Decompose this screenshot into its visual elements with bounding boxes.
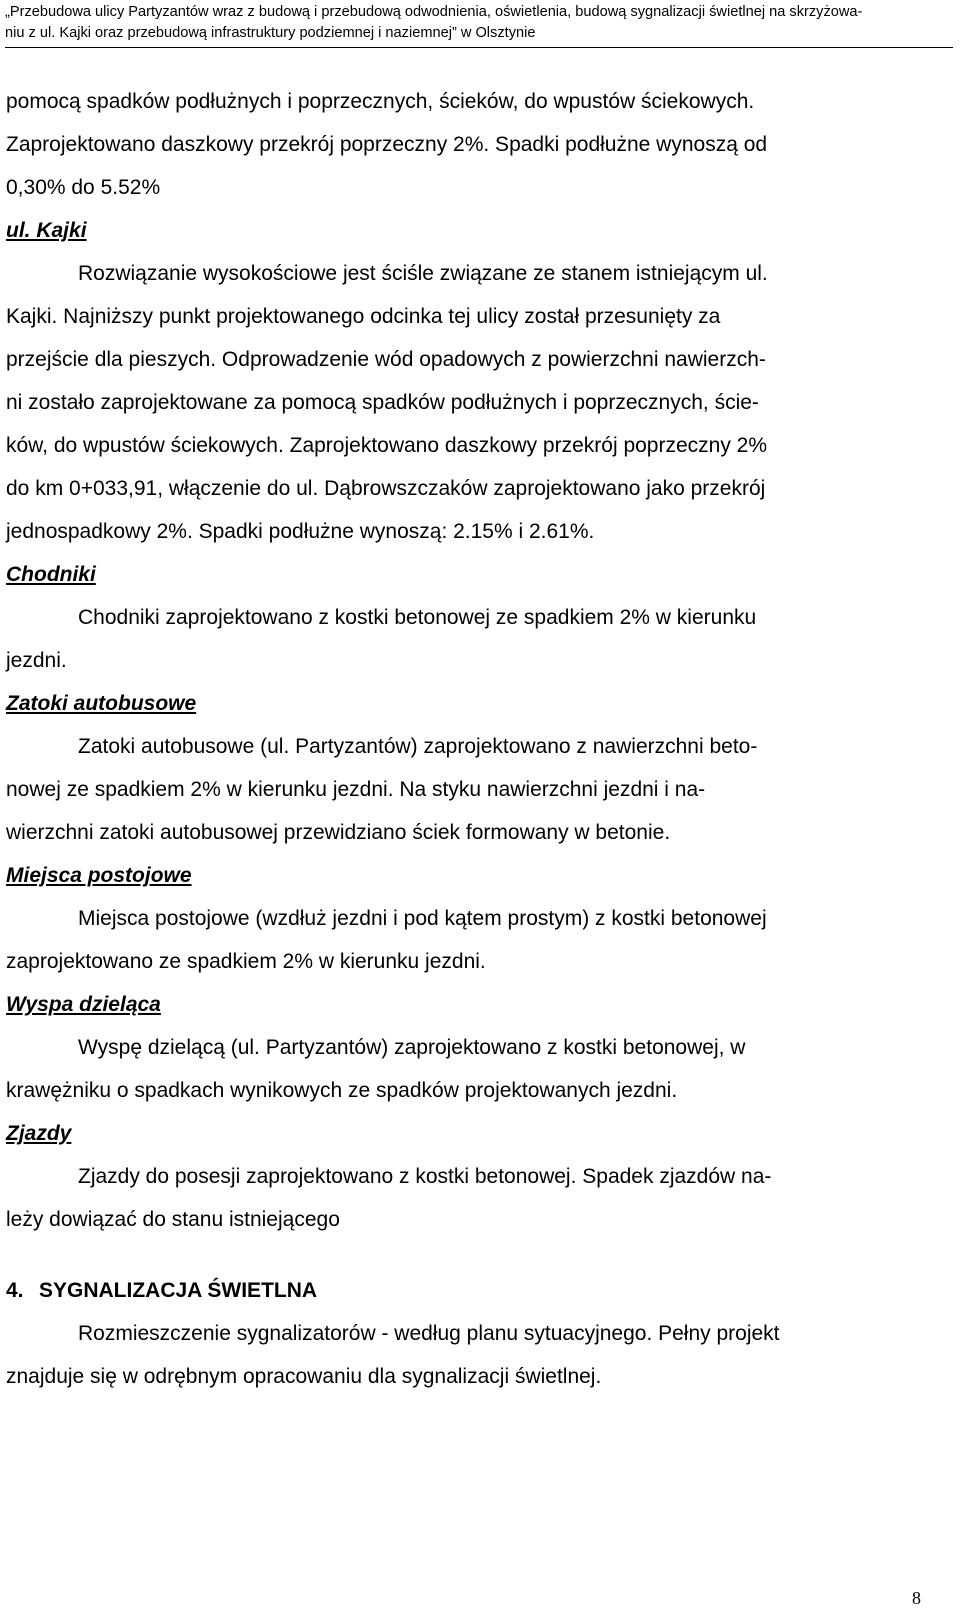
body-line: 0,30% do 5.52% bbox=[6, 176, 161, 199]
body-line: Wyspę dzielącą (ul. Partyzantów) zaprojektowano z kostki betonowej, w bbox=[78, 1036, 746, 1059]
body-line: leży dowiązać do stanu istniejącego bbox=[6, 1208, 340, 1231]
body-line: Miejsca postojowe (wzdłuż jezdni i pod kątem prostym) z kostki betonowej bbox=[78, 907, 767, 930]
body-line: nowej ze spadkiem 2% w kierunku jezdni. Na styku nawierzchni jezdni i na- bbox=[6, 778, 706, 801]
body-line: ków, do wpustów ściekowych. Zaprojektowano daszkowy przekrój poprzeczny 2% bbox=[6, 434, 768, 457]
header-line-1: „Przebudowa ulicy Partyzantów wraz z budową i przebudową odwodnienia, oświetlenia, budową sygnalizacji świetlnej na skrzyżowa- bbox=[5, 4, 863, 20]
body-line: Zjazdy do posesji zaprojektowano z kostki betonowej. Spadek zjazdów na- bbox=[78, 1165, 772, 1188]
body-line: Zaprojektowano daszkowy przekrój poprzeczny 2%. Spadki podłużne wynoszą od bbox=[6, 133, 768, 156]
body-line: jednospadkowy 2%. Spadki podłużne wynoszą: 2.15% i 2.61%. bbox=[6, 520, 595, 543]
page-number: 8 bbox=[912, 1588, 921, 1608]
header-line-2: niu z ul. Kajki oraz przebudową infrastruktury podziemnej i naziemnej” w Olsztynie bbox=[5, 25, 536, 41]
document-body bbox=[6, 80, 956, 1398]
body-line: Kajki. Najniższy punkt projektowanego odcinka tej ulicy został przesunięty za bbox=[6, 305, 721, 328]
body-line: Rozwiązanie wysokościowe jest ściśle związane ze stanem istniejącym ul. bbox=[78, 262, 768, 285]
body-line: pomocą spadków podłużnych i poprzecznych, ścieków, do wpustów ściekowych. bbox=[6, 90, 755, 113]
section-heading bbox=[6, 1269, 956, 1312]
body-line: ni zostało zaprojektowane za pomocą spadków podłużnych i poprzecznych, ście- bbox=[6, 391, 759, 414]
body-line: zaprojektowano ze spadkiem 2% w kierunku jezdni. bbox=[6, 950, 486, 973]
body-line: przejście dla pieszych. Odprowadzenie wód opadowych z powierzchni nawierzch- bbox=[6, 348, 766, 371]
section-number: 4. bbox=[6, 1279, 24, 1302]
body-line: Rozmieszczenie sygnalizatorów - według planu sytuacyjnego. Pełny projekt bbox=[78, 1322, 780, 1345]
subheading-zatoki: Zatoki autobusowe bbox=[6, 692, 197, 715]
body-line: znajduje się w odrębnym opracowaniu dla sygnalizacji świetlnej. bbox=[6, 1365, 602, 1388]
subheading-zjazdy: Zjazdy bbox=[6, 1122, 72, 1145]
body-line: krawężniku o spadkach wynikowych ze spadków projektowanych jezdni. bbox=[6, 1079, 678, 1102]
subheading-wyspa: Wyspa dzieląca bbox=[6, 993, 161, 1016]
body-line: Chodniki zaprojektowano z kostki betonowej ze spadkiem 2% w kierunku bbox=[78, 606, 757, 629]
body-line: jezdni. bbox=[6, 649, 67, 672]
running-header bbox=[5, 2, 953, 48]
body-line: do km 0+033,91, włączenie do ul. Dąbrowszczaków zaprojektowano jako przekrój bbox=[6, 477, 766, 500]
subheading-kajki: ul. Kajki bbox=[6, 219, 87, 242]
subheading-miejsca: Miejsca postojowe bbox=[6, 864, 192, 887]
section-title: SYGNALIZACJA ŚWIETLNA bbox=[39, 1279, 318, 1302]
subheading-chodniki: Chodniki bbox=[6, 563, 96, 586]
body-line: Zatoki autobusowe (ul. Partyzantów) zaprojektowano z nawierzchni beto- bbox=[78, 735, 758, 758]
body-line: wierzchni zatoki autobusowej przewidziano ściek formowany w betonie. bbox=[6, 821, 671, 844]
